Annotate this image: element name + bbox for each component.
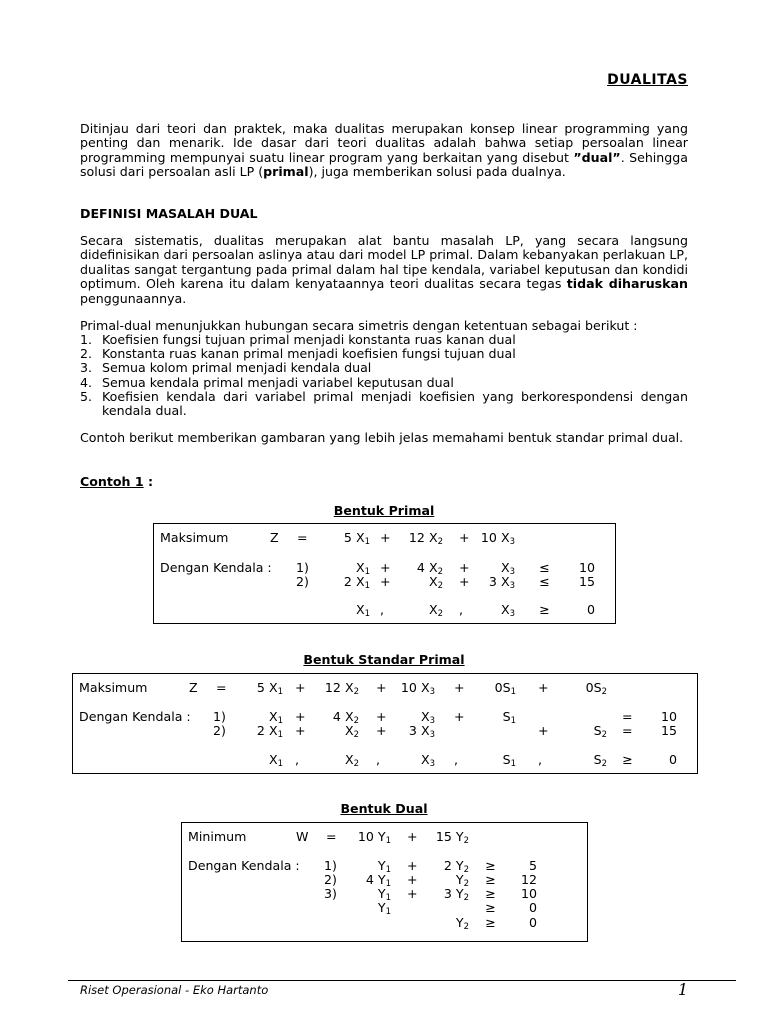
objective-label: Minimum bbox=[188, 829, 247, 844]
term: $0S_2$ bbox=[585, 680, 607, 697]
equals-sign: = bbox=[297, 530, 308, 545]
relation: ≥ bbox=[485, 872, 496, 887]
plus: + bbox=[407, 886, 418, 901]
term: $X_3$ bbox=[500, 602, 515, 619]
equals-sign: = bbox=[622, 709, 633, 724]
contoh-intro: Contoh berikut memberikan gambaran yang lebih jelas memahami bentuk standar primal dual. bbox=[80, 430, 684, 445]
term: $S_2$ bbox=[593, 723, 607, 740]
rules-list bbox=[80, 333, 688, 418]
rhs: 5 bbox=[528, 858, 537, 873]
term: 3 $X_3$ bbox=[488, 574, 515, 591]
rhs: 15 bbox=[578, 574, 595, 589]
rhs: 15 bbox=[660, 723, 677, 738]
row-num: 1) bbox=[213, 709, 226, 724]
plus: + bbox=[454, 680, 465, 695]
plus: + bbox=[454, 709, 465, 724]
rhs: 10 bbox=[520, 886, 537, 901]
comma: , bbox=[380, 602, 385, 617]
term: $Y_1$ bbox=[377, 900, 391, 917]
relation: ≥ bbox=[622, 752, 633, 767]
relation: ≤ bbox=[539, 574, 550, 589]
objective-var: Z bbox=[270, 530, 279, 545]
plus: + bbox=[295, 680, 306, 695]
rhs: 12 bbox=[520, 872, 537, 887]
term: 3 $Y_2$ bbox=[443, 886, 469, 903]
plus: + bbox=[376, 680, 387, 695]
dual-title: Bentuk Dual bbox=[340, 801, 428, 816]
relation: ≥ bbox=[485, 858, 496, 873]
term: 5 $X_1$ bbox=[343, 530, 370, 547]
term: $Y_1$ bbox=[377, 886, 391, 903]
rhs: 0 bbox=[586, 602, 595, 617]
term: 2 $Y_2$ bbox=[443, 858, 469, 875]
plus: + bbox=[407, 872, 418, 887]
term: $X_1$ bbox=[355, 560, 370, 577]
plus: + bbox=[380, 530, 391, 545]
term: 5 $X_1$ bbox=[256, 680, 283, 697]
plus: + bbox=[295, 723, 306, 738]
term: 15 $Y_2$ bbox=[435, 829, 469, 846]
term: 2 $X_1$ bbox=[256, 723, 283, 740]
comma: , bbox=[538, 752, 543, 767]
plus: + bbox=[538, 723, 549, 738]
relation: ≥ bbox=[485, 900, 496, 915]
primal-dual-intro: Primal-dual menunjukkan hubungan secara simetris dengan ketentuan sebagai berikut : bbox=[80, 318, 638, 333]
footer-divider bbox=[68, 980, 736, 981]
term: $Y_2$ bbox=[455, 915, 469, 932]
list-item: 5. Koefisien kendala dari variabel primal menjadi koefisien yang berkorespondensi dengan kendala dual. bbox=[80, 388, 688, 419]
dual-box bbox=[181, 822, 588, 942]
comma: , bbox=[295, 752, 300, 767]
list-item: 2. Konstanta ruas kanan primal menjadi koefisien fungsi tujuan dual bbox=[80, 346, 516, 362]
term: 10 $Y_1$ bbox=[357, 829, 391, 846]
equals-sign: = bbox=[326, 829, 337, 844]
primal-box bbox=[153, 523, 616, 624]
row-num: 2) bbox=[296, 574, 309, 589]
term: $X_1$ bbox=[268, 752, 283, 769]
plus: + bbox=[407, 829, 418, 844]
term: $0S_1$ bbox=[494, 680, 516, 697]
standard-primal-title: Bentuk Standar Primal bbox=[303, 652, 465, 667]
term: 4 $X_2$ bbox=[416, 560, 443, 577]
objective-var: W bbox=[296, 829, 309, 844]
relation: ≥ bbox=[485, 915, 496, 930]
page-number: 1 bbox=[677, 980, 688, 999]
row-num: 3) bbox=[324, 886, 337, 901]
page-title: DUALITAS bbox=[607, 72, 688, 88]
term: $X_3$ bbox=[420, 752, 435, 769]
comma: , bbox=[454, 752, 459, 767]
intro-paragraph: Ditinjau dari teori dan praktek, maka dualitas merupakan konsep linear programming yang penting dan menarik. Ide dasar dari teori dualitas adalah bahwa setiap persoalan linear programming mempunyai suatu linear program yang berkaitan yang disebut ”dual”. Sehingga solusi dari persoalan asli LP (primal), juga memberikan solusi pada dualnya. bbox=[80, 121, 688, 180]
term: 4 $X_2$ bbox=[332, 709, 359, 726]
equals-sign: = bbox=[216, 680, 227, 695]
plus: + bbox=[380, 574, 391, 589]
term: $X_1$ bbox=[268, 709, 283, 726]
list-item: 4. Semua kendala primal menjadi variabel keputusan dual bbox=[80, 374, 454, 390]
term: 10 $X_3$ bbox=[400, 680, 435, 697]
plus: + bbox=[295, 709, 306, 724]
comma: , bbox=[459, 602, 464, 617]
equals-sign: = bbox=[622, 723, 633, 738]
example-label: Contoh 1 : bbox=[80, 474, 154, 489]
standard-primal-box bbox=[72, 673, 698, 774]
plus: + bbox=[407, 858, 418, 873]
list-item: 1. Koefisien fungsi tujuan primal menjadi konstanta ruas kanan dual bbox=[80, 332, 516, 347]
plus: + bbox=[459, 560, 470, 575]
list-item: 3. Semua kolom primal menjadi kendala dual bbox=[80, 360, 372, 376]
objective-var: Z bbox=[189, 680, 198, 695]
objective-label: Maksimum bbox=[79, 680, 148, 695]
term: $Y_2$ bbox=[455, 872, 469, 889]
rhs: 10 bbox=[660, 709, 677, 724]
relation: ≤ bbox=[539, 560, 550, 575]
relation: ≥ bbox=[539, 602, 550, 617]
term: 10 $X_3$ bbox=[480, 530, 515, 547]
term: $S_2$ bbox=[593, 752, 607, 769]
rhs: 0 bbox=[528, 915, 537, 930]
term: $X_1$ bbox=[355, 602, 370, 619]
term: $X_2$ bbox=[428, 574, 443, 591]
plus: + bbox=[459, 574, 470, 589]
constraint-label: Dengan Kendala : bbox=[188, 858, 300, 873]
term: $S_1$ bbox=[502, 709, 516, 726]
row-num: 1) bbox=[296, 560, 309, 575]
term: $X_2$ bbox=[344, 723, 359, 740]
plus: + bbox=[376, 709, 387, 724]
plus: + bbox=[380, 560, 391, 575]
section-heading-definisi: DEFINISI MASALAH DUAL bbox=[80, 206, 258, 221]
plus: + bbox=[459, 530, 470, 545]
primal-title: Bentuk Primal bbox=[333, 503, 435, 518]
term: 2 $X_1$ bbox=[343, 574, 370, 591]
term: $X_3$ bbox=[420, 709, 435, 726]
footer-text: Riset Operasional - Eko Hartanto bbox=[80, 983, 269, 997]
term: $X_2$ bbox=[344, 752, 359, 769]
rhs: 0 bbox=[528, 900, 537, 915]
term: $X_2$ bbox=[428, 602, 443, 619]
relation: ≥ bbox=[485, 886, 496, 901]
term: $Y_1$ bbox=[377, 858, 391, 875]
constraint-label: Dengan Kendala : bbox=[79, 709, 191, 724]
term: 4 $Y_1$ bbox=[365, 872, 391, 889]
term: 3 $X_3$ bbox=[408, 723, 435, 740]
row-num: 2) bbox=[324, 872, 337, 887]
term: 12 $X_2$ bbox=[324, 680, 359, 697]
term: 12 $X_2$ bbox=[408, 530, 443, 547]
term: $X_3$ bbox=[500, 560, 515, 577]
plus: + bbox=[376, 723, 387, 738]
definisi-paragraph: Secara sistematis, dualitas merupakan alat bantu masalah LP, yang secara langsung didefinisikan dari persoalan aslinya atau dari model LP primal. Dalam kebanyakan perlakuan LP, dualitas sangat tergantung pada primal dalam hal tipe kendala, variabel keputusan dan kondidi optimum. Oleh karena itu dalam kenyataannya teori dualitas secara tegas tidak diharuskan penggunaannya. bbox=[80, 233, 688, 306]
plus: + bbox=[538, 680, 549, 695]
constraint-label: Dengan Kendala : bbox=[160, 560, 272, 575]
row-num: 1) bbox=[324, 858, 337, 873]
rhs: 0 bbox=[668, 752, 677, 767]
row-num: 2) bbox=[213, 723, 226, 738]
objective-label: Maksimum bbox=[160, 530, 229, 545]
comma: , bbox=[376, 752, 381, 767]
rhs: 10 bbox=[578, 560, 595, 575]
term: $S_1$ bbox=[502, 752, 516, 769]
